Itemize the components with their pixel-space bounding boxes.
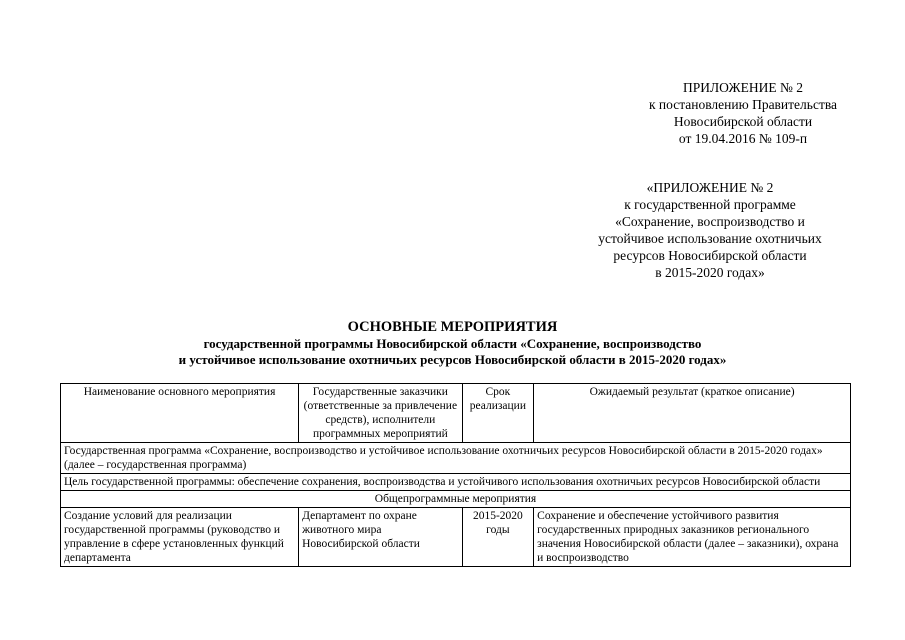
approval-line: в 2015-2020 годах» (655, 265, 765, 280)
table-row (61, 491, 851, 508)
title-line-3: и устойчивое использование охотничьих ресурсов Новосибирской области в 2015-2020 годах» (178, 352, 727, 367)
table-row (61, 443, 851, 474)
table-row (61, 508, 851, 567)
approval-line: «Сохранение, воспроизводство и (615, 214, 805, 229)
approval-line: от 19.04.2016 № 109-п (678, 131, 808, 146)
goal-row-cell: Цель государственной программы: обеспечение сохранения, воспроизводства и устойчивого использования охотничьих ресурсов Новосибирской области (61, 474, 851, 491)
header-term: Срок реализации (462, 384, 534, 443)
table-row (61, 474, 851, 491)
program-row-cell: Государственная программа «Сохранение, воспроизводство и устойчивое использование охотничьих ресурсов Новосибирской области в 2015-2020 годах» (далее – государственная программа) (61, 443, 851, 474)
title-line-2: государственной программы Новосибирской области «Сохранение, воспроизводство (203, 336, 702, 351)
table-header-row (61, 384, 851, 443)
approval-line: ресурсов Новосибирской области (613, 248, 807, 263)
approval-block-resolution (593, 79, 893, 147)
header-customers: Государственные заказчики (ответственные за привлечение средств), исполнители программных мероприятий (299, 384, 463, 443)
approval-line: Новосибирской области (673, 114, 813, 129)
header-expected-result: Ожидаемый результат (краткое описание) (534, 384, 851, 443)
approval-block-program (560, 179, 860, 281)
header-activity-name: Наименование основного мероприятия (61, 384, 299, 443)
document-title (0, 318, 905, 368)
approval-line: к постановлению Правительства (648, 97, 838, 112)
customer-cell: Департамент по охране животного мира Новосибирской области (299, 508, 463, 567)
title-main: ОСНОВНЫЕ МЕРОПРИЯТИЯ (347, 319, 558, 335)
approval-line: устойчивое использование охотничьих (598, 231, 822, 246)
approval-line: ПРИЛОЖЕНИЕ № 2 (682, 80, 804, 95)
approval-line: к государственной программе (624, 197, 796, 212)
approval-line: «ПРИЛОЖЕНИЕ № 2 (646, 180, 774, 195)
expected-result-cell: Сохранение и обеспечение устойчивого развития государственных природных заказников регионального значения Новосибирской области (далее – заказники), охрана и воспроизводство (534, 508, 851, 567)
activity-name-cell: Создание условий для реализации государственной программы (руководство и управление в сфере установленных функций департамента (61, 508, 299, 567)
section-row-cell: Общепрограммные мероприятия (61, 491, 851, 508)
activities-table (60, 383, 851, 567)
term-cell: 2015-2020 годы (462, 508, 534, 567)
